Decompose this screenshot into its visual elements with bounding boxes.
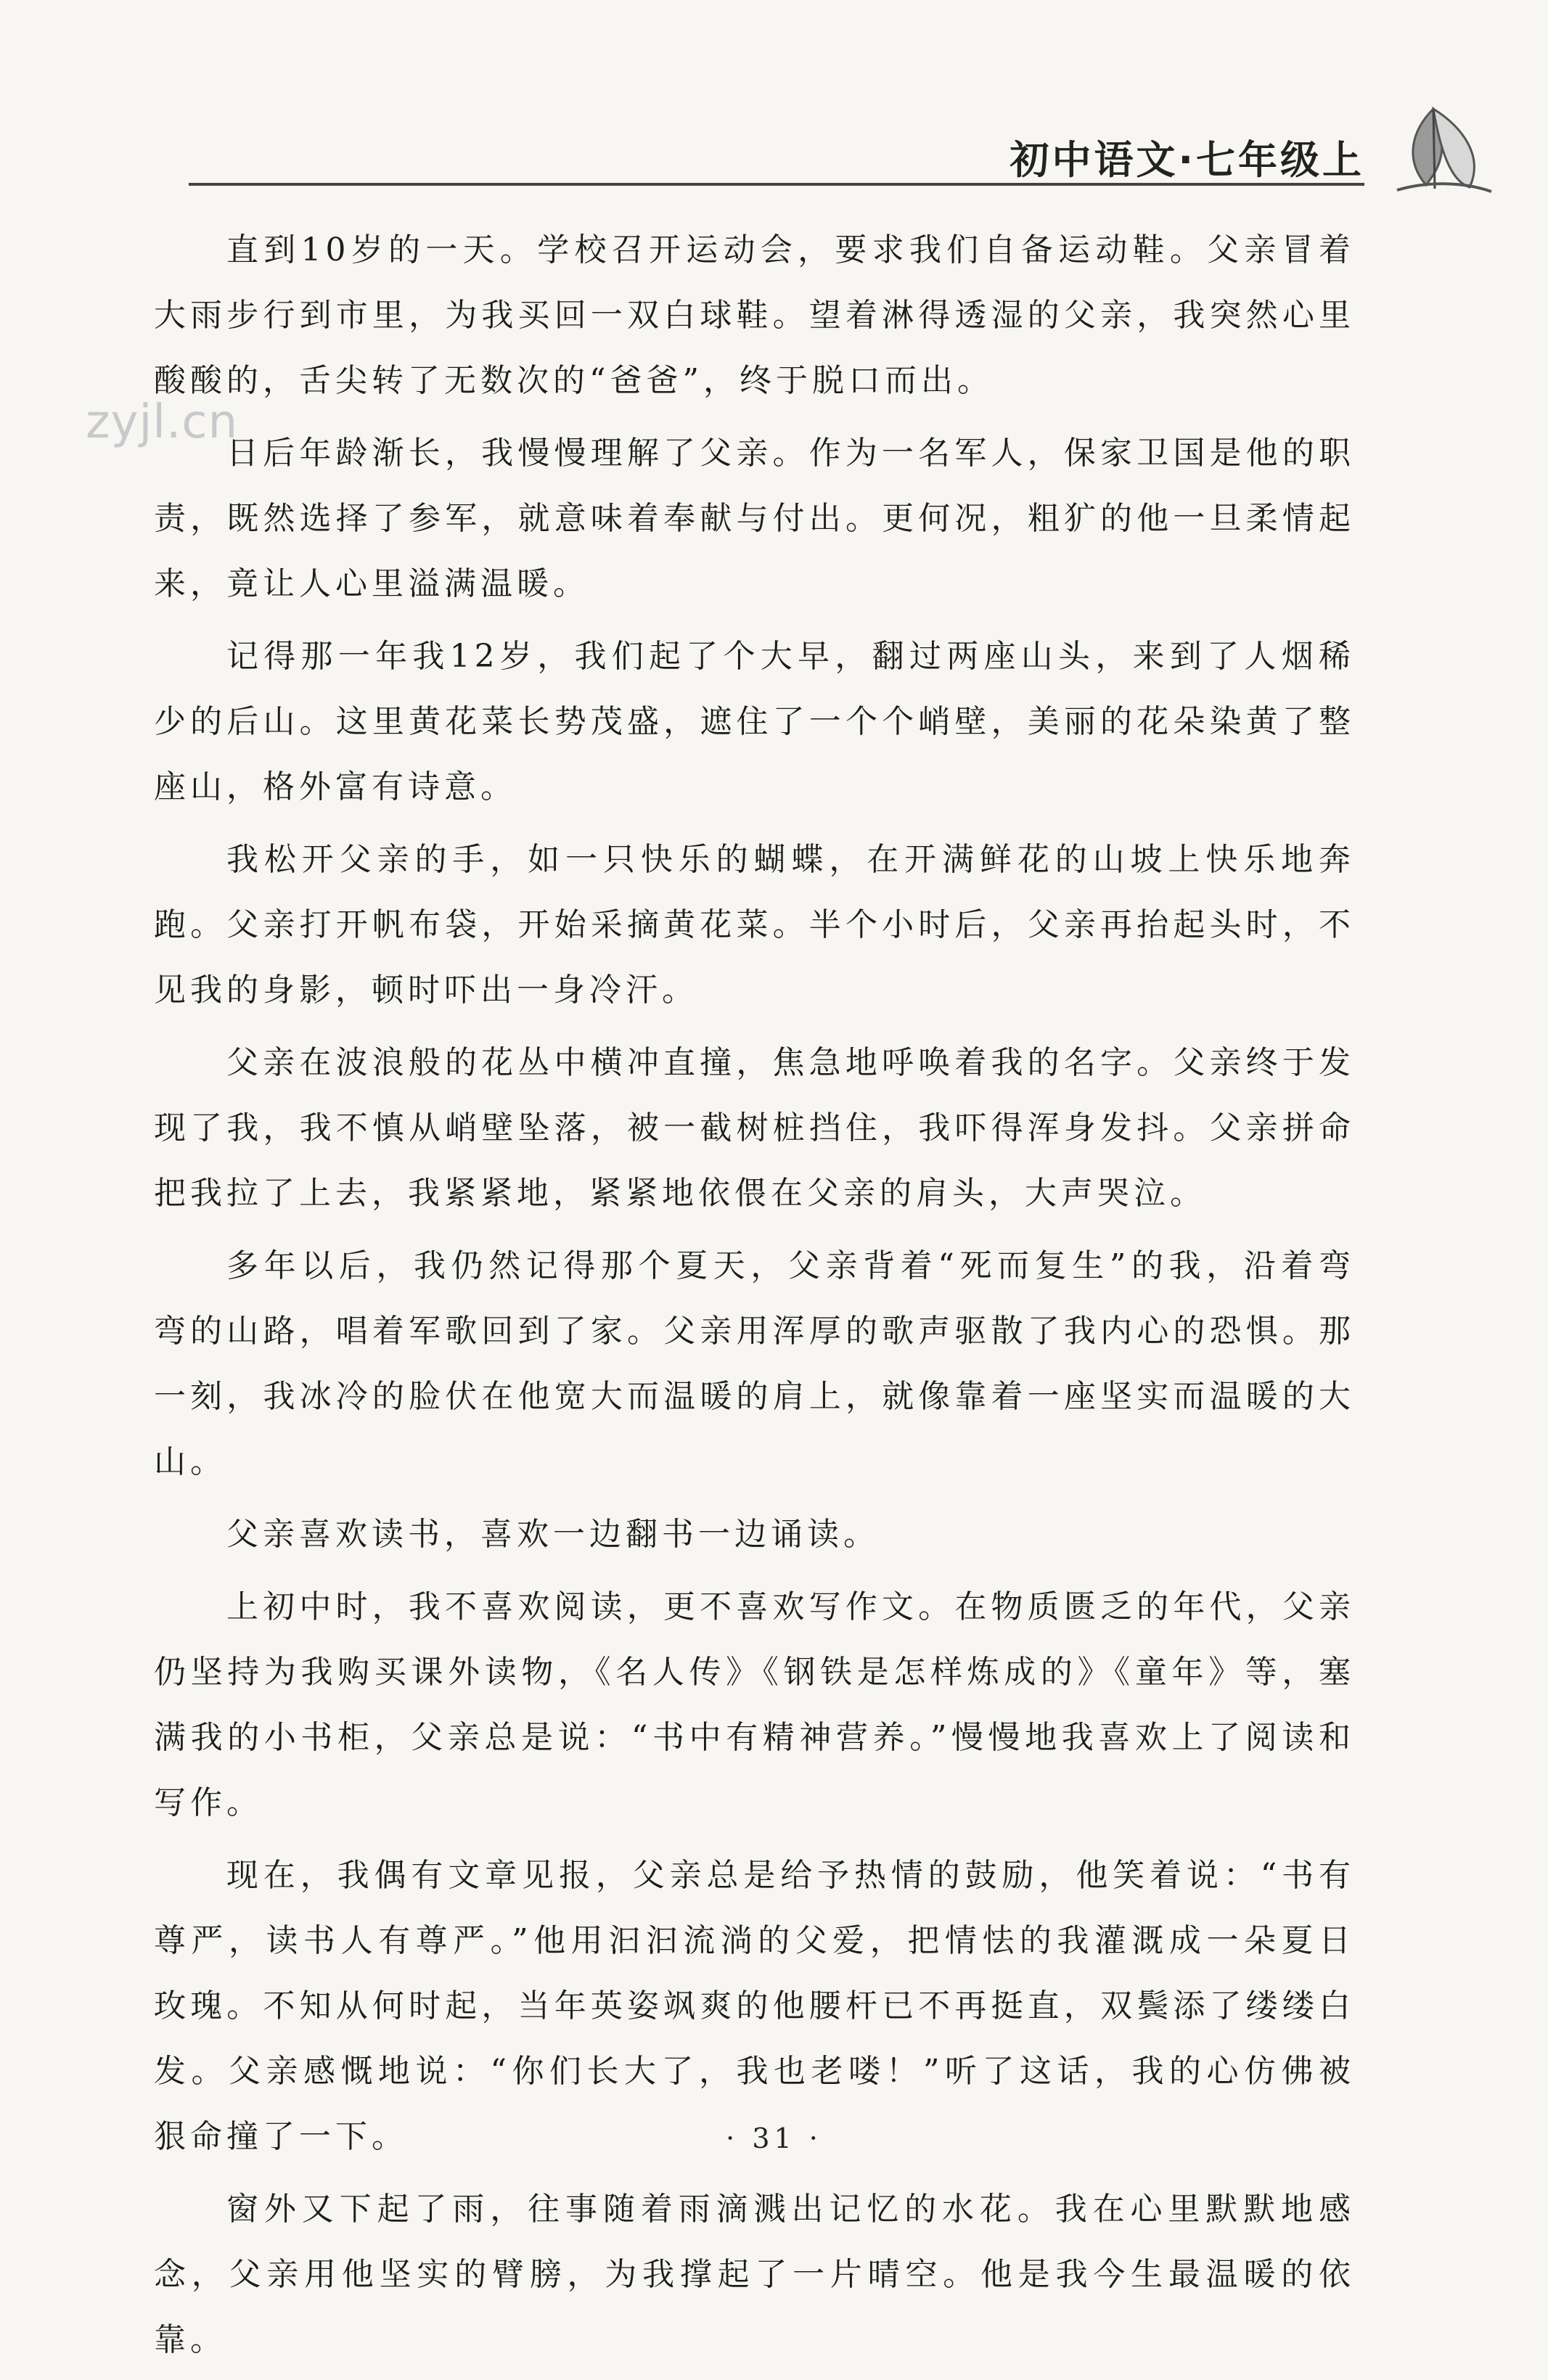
page-header xyxy=(189,123,1364,189)
watermark: zyjl.cn xyxy=(86,395,239,449)
header-rule xyxy=(189,183,1364,186)
paragraph-9: 现在，我偶有文章见报，父亲总是给予热情的鼓励，他笑着说：“书有尊严，读书人有尊严。”他用汩汩流淌的父爱，把情怯的我灌溉成一朵夏日玫瑰。不知从何时起，当年英姿飒爽的他腰杆已不再挺直，双鬓添了缕缕白发。父亲感慨地说：“你们长大了，我也老喽！”听了这话，我的心仿佛被狠命撞了一下。 xyxy=(154,1857,1355,2155)
paragraph-8: 上初中时，我不喜欢阅读，更不喜欢写作文。在物质匮乏的年代，父亲仍坚持为我购买课外读物，《名人传》《钢铁是怎样炼成的》《童年》等，塞满我的小书柜，父亲总是说：“书中有精神营养。”慢慢地我喜欢上了阅读和写作。 xyxy=(154,1588,1355,1821)
page-number: · 31 · xyxy=(726,2122,822,2154)
leaf-logo-icon xyxy=(1383,102,1499,196)
paragraph-4: 我松开父亲的手，如一只快乐的蝴蝶，在开满鲜花的山坡上快乐地奔跑。父亲打开帆布袋，开始采摘黄花菜。半个小时后，父亲再抬起头时，不见我的身影，顿时吓出一身冷汗。 xyxy=(154,841,1355,1009)
article-body xyxy=(154,218,1355,2380)
paragraph-1: 直到10岁的一天。学校召开运动会，要求我们自备运动鞋。父亲冒着大雨步行到市里，为我买回一双白球鞋。望着淋得透湿的父亲，我突然心里酸酸的，舌尖转了无数次的“爸爸”，终于脱口而出。 xyxy=(154,231,1355,399)
paragraph-6: 多年以后，我仍然记得那个夏天，父亲背着“死而复生”的我，沿着弯弯的山路，唱着军歌回到了家。父亲用浑厚的歌声驱散了我内心的恐惧。那一刻，我冰冷的脸伏在他宽大而温暖的肩上，就像靠着一座坚实而温暖的大山。 xyxy=(154,1247,1355,1480)
paragraph-7: 父亲喜欢读书，喜欢一边翻书一边诵读。 xyxy=(226,1516,880,1553)
paragraph-5: 父亲在波浪般的花丛中横冲直撞，焦急地呼唤着我的名字。父亲终于发现了我，我不慎从峭壁坠落，被一截树桩挡住，我吓得浑身发抖。父亲拼命把我拉了上去，我紧紧地，紧紧地依偎在父亲的肩头，大声哭泣。 xyxy=(154,1044,1355,1212)
paragraph-2: 日后年龄渐长，我慢慢理解了父亲。作为一名军人，保家卫国是他的职责，既然选择了参军，就意味着奉献与付出。更何况，粗犷的他一旦柔情起来，竟让人心里溢满温暖。 xyxy=(154,435,1355,602)
paragraph-3: 记得那一年我12岁，我们起了个大早，翻过两座山头，来到了人烟稀少的后山。这里黄花菜长势茂盛，遮住了一个个峭壁，美丽的花朵染黄了整座山，格外富有诗意。 xyxy=(154,638,1355,805)
paragraph-10: 窗外又下起了雨，往事随着雨滴溅出记忆的水花。我在心里默默地感念，父亲用他坚实的臂膀，为我撑起了一片晴空。他是我今生最温暖的依靠。 xyxy=(154,2191,1355,2358)
header-title: 初中语文·七年级上 xyxy=(1010,137,1364,183)
